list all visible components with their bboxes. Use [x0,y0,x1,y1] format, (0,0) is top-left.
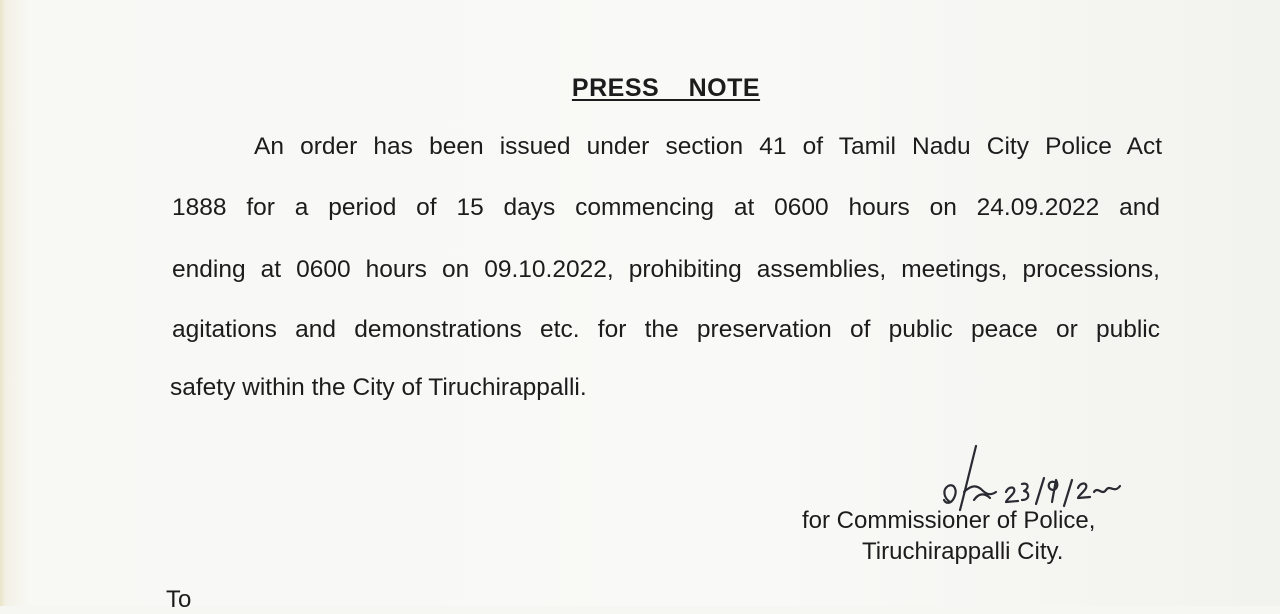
paragraph-line-3: ending at 0600 hours on 09.10.2022, prohibiting assemblies, meetings, processions, [172,256,1160,283]
signatory-line-2: Tiruchirappalli City. [862,538,1064,565]
press-note-title: PRESS NOTE [571,74,761,102]
paragraph-line-2: 1888 for a period of 15 days commencing at 0600 hours on 24.09.2022 and [172,194,1160,221]
paragraph-line-5: safety within the City of Tiruchirappalli. [170,374,587,401]
paragraph-line-1: An order has been issued under section 41 of Tamil Nadu City Police Act [254,133,1162,160]
signatory-line-1: for Commissioner of Police, [802,507,1096,534]
paragraph-line-4: agitations and demonstrations etc. for the preservation of public peace or public [172,316,1160,343]
to-label: To [166,586,192,613]
signatory-block [802,505,1095,567]
